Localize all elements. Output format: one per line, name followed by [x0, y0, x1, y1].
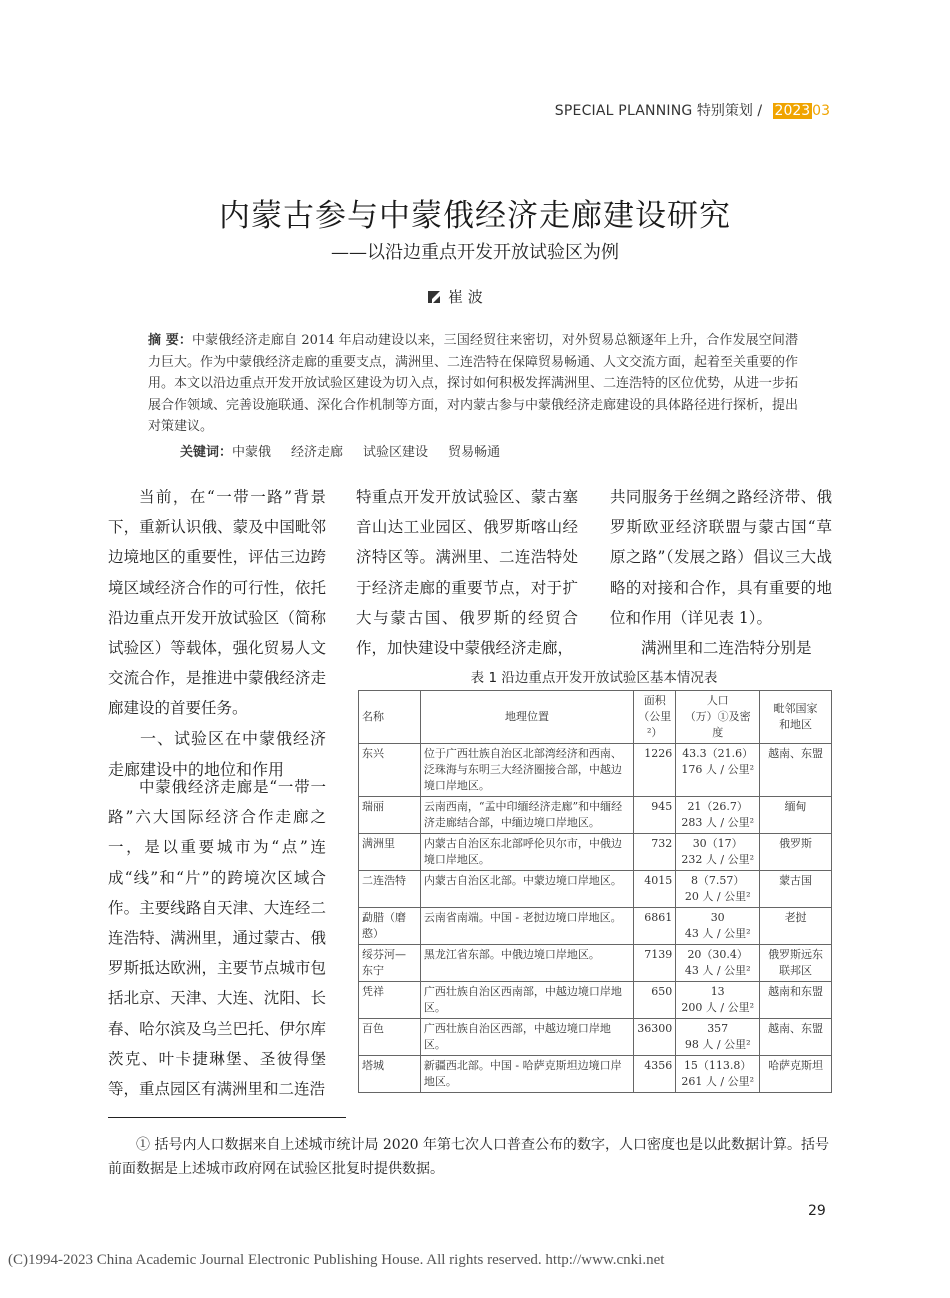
paragraph: 特重点开发开放试验区、蒙古塞音山达工业园区、俄罗斯喀山经济特区等。满洲里、二连浩特处于经济走廊的重要节点，对于扩大与蒙古国、俄罗斯的经贸合作，加快建设中蒙俄经济走廊，	[356, 488, 578, 658]
column-1-para-1	[108, 482, 326, 724]
data-table	[358, 690, 832, 1093]
author-line	[428, 286, 483, 307]
article-subtitle: ——以沿边重点开发开放试验区为例	[331, 242, 619, 263]
cell-population	[676, 797, 760, 834]
cell-location: 广西壮族自治区西南部，中越边境口岸地区。	[420, 982, 633, 1019]
population-value: 15（113.8）	[683, 1059, 752, 1072]
column-1-para-2	[108, 772, 326, 1104]
table-row	[359, 908, 832, 945]
running-header	[555, 100, 830, 120]
header-location: 地理位置	[420, 691, 633, 744]
cell-name: 满洲里	[359, 834, 421, 871]
paragraph: 共同服务于丝绸之路经济带、俄罗斯欧亚经济联盟与蒙古国“草原之路”（发展之路）倡议三大战略的对接和合作，具有重要的地位和作用（详见表 1）。	[610, 488, 832, 627]
cell-population	[676, 744, 760, 797]
density-value: 98 人 / 公里²	[684, 1038, 751, 1051]
keywords	[180, 441, 520, 460]
paragraph: 当前，在“一带一路”背景下，重新认识俄、蒙及中国毗邻边境地区的重要性，评估三边跨境区域经济合作的可行性，依托沿边重点开发开放试验区（简称试验区）等载体，强化贸易人文交流合作，是推进中蒙俄经济走廊建设的首要任务。	[108, 488, 326, 718]
header-en: SPECIAL PLANNING	[554, 103, 693, 119]
cell-name: 瑞丽	[359, 797, 421, 834]
header-area: 面积 （公里²）	[634, 691, 676, 744]
cell-area: 6861	[634, 908, 676, 945]
population-value: 21（26.7）	[687, 800, 748, 813]
author-name: 崔 波	[448, 288, 483, 306]
cell-neighbor: 越南、东盟	[760, 744, 832, 797]
header-population: 人口 （万）①及密度	[676, 691, 760, 744]
cell-population	[676, 982, 760, 1019]
keyword: 试验区建设	[363, 445, 429, 460]
section-heading-text: 一、试验区在中蒙俄经济走廊建设中的地位和作用	[108, 729, 326, 779]
cell-name: 绥芬河—东宁	[359, 945, 421, 982]
keyword: 贸易畅通	[448, 445, 501, 460]
cell-name: 勐腊（磨憨）	[359, 908, 421, 945]
cell-neighbor: 老挝	[760, 908, 832, 945]
paragraph: 中蒙俄经济走廊是“一带一路”六大国际经济合作走廊之一，是以重要城市为“点”连成“线”和“片”的跨境次区域合作。主要线路自天津、大连经二连浩特、满洲里，通过蒙古、俄罗斯抵达欧洲，主要节点城市包括北京、天津、大连、沈阳、长春、哈尔滨及乌兰巴托、伊尔库茨克、叶卡捷琳堡、圣彼得堡等，重点园区有满洲里和二连浩	[108, 778, 326, 1099]
header-sep: /	[757, 103, 763, 119]
keyword: 经济走廊	[291, 445, 344, 460]
cell-neighbor: 缅甸	[760, 797, 832, 834]
table-row	[359, 744, 832, 797]
density-value: 261 人 / 公里²	[681, 1075, 754, 1088]
cell-neighbor: 俄罗斯	[760, 834, 832, 871]
cell-area: 1226	[634, 744, 676, 797]
density-value: 176 人 / 公里²	[681, 763, 754, 776]
cell-neighbor: 蒙古国	[760, 871, 832, 908]
population-value: 357	[707, 1022, 729, 1035]
population-value: 30	[710, 911, 725, 924]
abstract	[148, 330, 798, 438]
density-value: 20 人 / 公里²	[684, 890, 751, 903]
cell-population	[676, 871, 760, 908]
cell-area: 4015	[634, 871, 676, 908]
header-issue: 03	[812, 103, 830, 119]
population-value: 20（30.4）	[687, 948, 748, 961]
header-cn: 特别策划	[696, 103, 753, 119]
cell-location: 内蒙古自治区北部。中蒙边境口岸地区。	[420, 871, 633, 908]
cell-name: 二连浩特	[359, 871, 421, 908]
cell-location: 黑龙江省东部。中俄边境口岸地区。	[420, 945, 633, 982]
table-row	[359, 1019, 832, 1056]
table-row	[359, 1056, 832, 1093]
population-value: 43.3（21.6）	[682, 747, 754, 760]
paragraph: 满洲里和二连浩特分别是	[641, 639, 812, 658]
pen-icon	[428, 291, 440, 303]
cell-name: 百色	[359, 1019, 421, 1056]
cell-area: 36300	[634, 1019, 676, 1056]
footnote: ① 括号内人口数据来自上述城市统计局 2020 年第七次人口普查公布的数字，人口密度也是以此数据计算。括号前面数据是上述城市政府网在试验区批复时提供数据。	[108, 1137, 829, 1177]
cell-neighbor: 越南和东盟	[760, 982, 832, 1019]
table-row	[359, 797, 832, 834]
keyword: 中蒙俄	[232, 445, 272, 460]
cell-neighbor: 俄罗斯远东联邦区	[760, 945, 832, 982]
cell-location: 广西壮族自治区西部，中越边境口岸地区。	[420, 1019, 633, 1056]
density-value: 200 人 / 公里²	[681, 1001, 754, 1014]
cell-population	[676, 1056, 760, 1093]
cell-population	[676, 945, 760, 982]
density-value: 283 人 / 公里²	[681, 816, 754, 829]
cell-location: 云南省南端。中国 - 老挝边境口岸地区。	[420, 908, 633, 945]
header-name: 名称	[359, 691, 421, 744]
table-row	[359, 945, 832, 982]
cell-population	[676, 834, 760, 871]
cell-location: 内蒙古自治区东北部呼伦贝尔市，中俄边境口岸地区。	[420, 834, 633, 871]
footnote-divider	[108, 1117, 346, 1118]
page-number: 29	[808, 1203, 826, 1219]
cell-area: 650	[634, 982, 676, 1019]
table-row	[359, 982, 832, 1019]
density-value: 43 人 / 公里²	[684, 964, 751, 977]
table-row	[359, 834, 832, 871]
table-caption: 表 1 沿边重点开发开放试验区基本情况表	[470, 670, 718, 686]
column-3	[610, 482, 832, 663]
cell-name: 东兴	[359, 744, 421, 797]
table-row	[359, 871, 832, 908]
cell-location: 新疆西北部。中国 - 哈萨克斯坦边境口岸地区。	[420, 1056, 633, 1093]
cell-area: 4356	[634, 1056, 676, 1093]
density-value: 232 人 / 公里²	[681, 853, 754, 866]
table-header-row	[359, 691, 832, 744]
density-value: 43 人 / 公里²	[684, 927, 751, 940]
population-value: 8（7.57）	[690, 874, 745, 887]
copyright-line: (C)1994-2023 China Academic Journal Electronic Publishing House. All rights reserved. http://www.cnki.net	[8, 1252, 665, 1268]
cell-neighbor: 越南、东盟	[760, 1019, 832, 1056]
cell-population	[676, 1019, 760, 1056]
abstract-label: 摘 要：	[148, 333, 193, 348]
cell-area: 732	[634, 834, 676, 871]
abstract-text: 中蒙俄经济走廊自 2014 年启动建设以来，三国经贸往来密切，对外贸易总额逐年上升，合作发展空间潜力巨大。作为中蒙俄经济走廊的重要支点，满洲里、二连浩特在保障贸易畅通、人文交流方面，起着至关重要的作用。本文以沿边重点开发开放试验区建设为切入点，探讨如何积极发挥满洲里、二连浩特的区位优势，从进一步拓展合作领域、完善设施联通、深化合作机制等方面，对内蒙古参与中蒙俄经济走廊建设的具体路径进行探析，提出对策建议。	[148, 333, 799, 434]
keywords-label: 关键词：	[180, 445, 233, 460]
header-neighbor: 毗邻国家 和地区	[760, 691, 832, 744]
cell-area: 7139	[634, 945, 676, 982]
cell-population	[676, 908, 760, 945]
column-2	[356, 482, 578, 663]
cell-location: 位于广西壮族自治区北部湾经济和西南、泛珠海与东明三大经济圈接合部，中越边境口岸地区。	[420, 744, 633, 797]
header-year: 2023	[774, 103, 811, 119]
cell-name: 凭祥	[359, 982, 421, 1019]
population-value: 30（17）	[692, 837, 743, 850]
cell-name: 塔城	[359, 1056, 421, 1093]
cell-area: 945	[634, 797, 676, 834]
population-value: 13	[710, 985, 725, 998]
article-title: 内蒙古参与中蒙俄经济走廊建设研究	[219, 198, 731, 234]
cell-neighbor: 哈萨克斯坦	[760, 1056, 832, 1093]
cell-location: 云南西南，“孟中印缅经济走廊”和中缅经济走廊结合部，中缅边境口岸地区。	[420, 797, 633, 834]
